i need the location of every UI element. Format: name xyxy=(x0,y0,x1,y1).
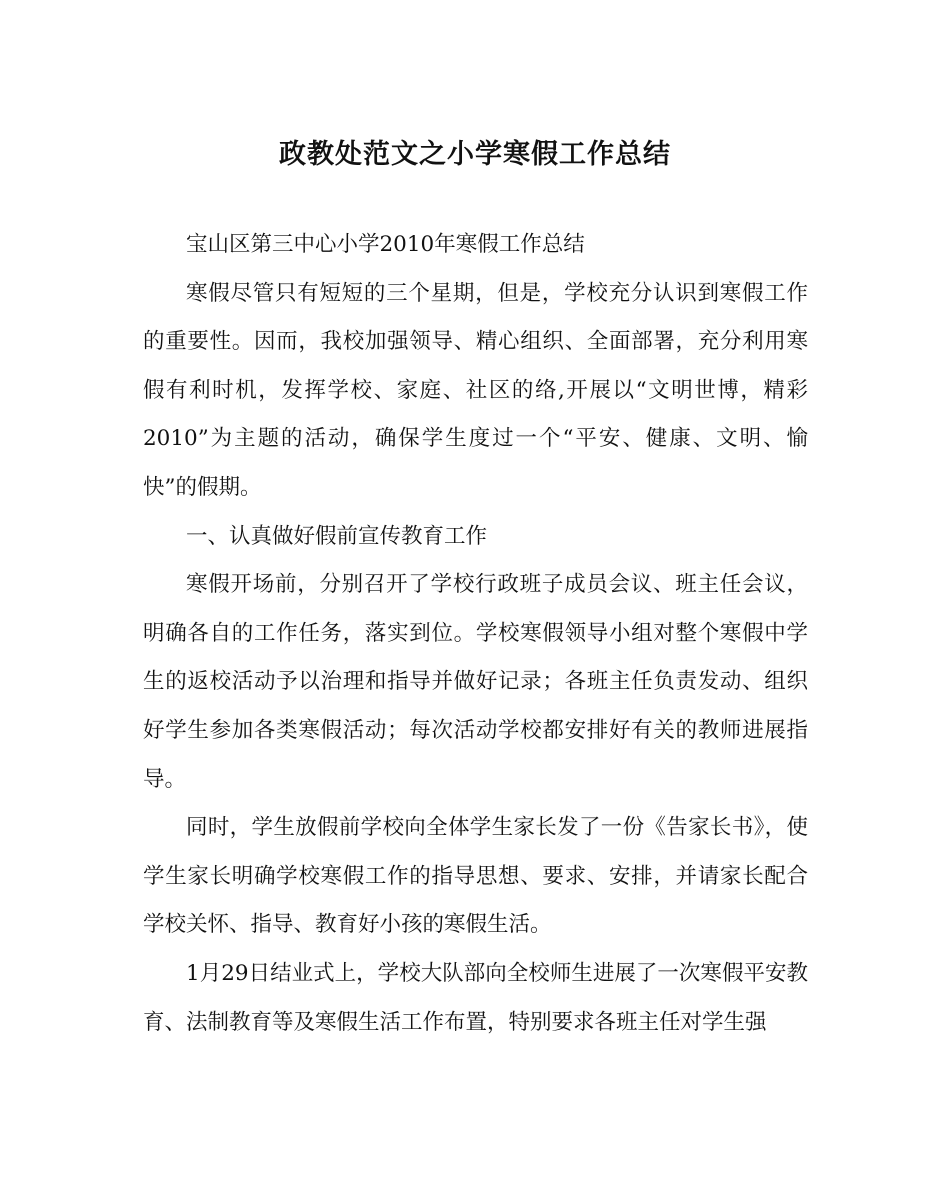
paragraph-school-heading: 宝山区第三中心小学2010年寒假工作总结 xyxy=(186,232,585,257)
paragraph-preparation: 寒假开场前，分别召开了学校行政班子成员会议、班主任会议，明确各自的工作任务，落实到位。学校寒假领导小组对整个寒假中学生的返校活动予以治理和指导并做好记录；各班主任负责发动、组织好学生参加各类寒假活动；每次活动学校都安排好有关的教师进展指导。 xyxy=(143,572,808,792)
paragraph-intro: 寒假尽管只有短短的三个星期，但是，学校充分认识到寒假工作的重要性。因而，我校加强领导、精心组织、全面部署，充分利用寒假有利时机，发挥学校、家庭、社区的络,开展以“文明世博，精彩2010”为主题的活动，确保学生度过一个“平安、健康、文明、愉快”的假期。 xyxy=(143,280,808,500)
document-body xyxy=(143,221,808,1047)
document-title: 政教处范文之小学寒假工作总结 xyxy=(279,139,671,170)
section-heading-1: 一、认真做好假前宣传教育工作 xyxy=(186,523,488,549)
paragraph-closing-ceremony: 1月29日结业式上，学校大队部向全校师生进展了一次寒假平安教育、法制教育等及寒假生活工作布置，特别要求各班主任对学生强 xyxy=(143,960,808,1035)
paragraph-parent-letter: 同时，学生放假前学校向全体学生家长发了一份《告家长书》，使学生家长明确学校寒假工作的指导思想、要求、安排，并请家长配合学校关怀、指导、教育好小孩的寒假生活。 xyxy=(143,815,808,938)
